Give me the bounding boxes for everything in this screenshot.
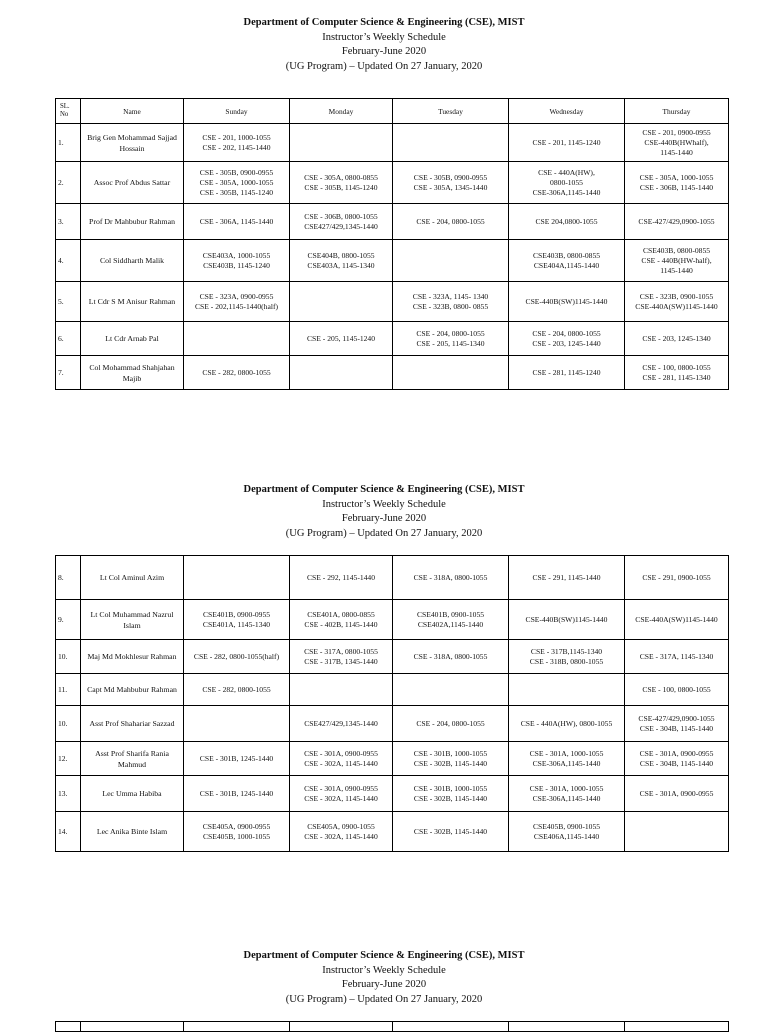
class-slot: CSE402A,1145-1440 (417, 619, 484, 629)
table-row (56, 204, 729, 240)
class-slot: CSE - 306A, 1145-1440 (199, 216, 274, 226)
instructor-name-cell: Capt Md Mahbubur Rahman (81, 674, 184, 706)
schedule-cell-sunday (184, 282, 290, 322)
schedule-term: February-June 2020 (341, 513, 427, 524)
class-slot: CSE427/429,1345-1440 (304, 221, 378, 231)
schedule-cell-tuesday (393, 674, 509, 706)
schedule-cell-tuesday (393, 812, 509, 852)
schedule-subtitle: Instructor’s Weekly Schedule (322, 31, 446, 43)
schedule-cell-tuesday (393, 356, 509, 390)
table-row (56, 812, 729, 852)
schedule-cell-wednesday (509, 282, 625, 322)
table-row (56, 282, 729, 322)
class-slot: CSE - 282, 0800-1055 (202, 684, 271, 694)
class-slot: CSE405A, 0900-0955 (202, 821, 271, 831)
schedule-cell-thursday (625, 204, 729, 240)
class-slot: CSE - 317B, 1345-1440 (304, 656, 378, 666)
schedule-cell-sunday (184, 124, 290, 162)
serial-number-cell: 1. (56, 124, 81, 162)
class-slot: CSE-440B(SW)1145-1440 (525, 296, 608, 306)
instructor-name-cell: Col Siddharth Malik (81, 240, 184, 282)
class-slot: CSE - 301B, 1245-1440 (199, 788, 274, 798)
class-slot: CSE403A, 1000-1055 (202, 250, 271, 260)
schedule-cell-monday (290, 162, 393, 204)
schedule-cell-tuesday (393, 162, 509, 204)
class-slot: CSE - 282, 0800-1055(half) (193, 651, 280, 661)
table-row (56, 706, 729, 742)
schedule-cell-wednesday (509, 556, 625, 600)
table-row (56, 600, 729, 640)
instructor-name-cell: Prof Dr Mahbubur Rahman (81, 204, 184, 240)
schedule-cell-wednesday (509, 204, 625, 240)
class-slot: CSE - 323A, 0900-0955 (199, 291, 274, 301)
class-slot: CSE - 301A, 0900-0955 (639, 748, 714, 758)
class-slot: CSE-306A,1145-1440 (532, 187, 601, 197)
schedule-cell-monday (290, 322, 393, 356)
schedule-subtitle: Instructor’s Weekly Schedule (322, 964, 446, 976)
schedule-cell-wednesday (509, 742, 625, 776)
schedule-table-1 (55, 98, 729, 390)
class-slot: CSE - 301A, 0900-0955 (639, 788, 714, 798)
schedule-cell-wednesday (509, 240, 625, 282)
table-row (56, 640, 729, 674)
class-slot: CSE404A,1145-1440 (533, 260, 600, 270)
class-slot: CSE-440B(HWhalf), (644, 137, 709, 147)
table-row (56, 742, 729, 776)
serial-number-cell: 5. (56, 282, 81, 322)
class-slot: CSE - 301A, 0900-0955 (304, 748, 378, 758)
class-slot: CSE403B, 0800-0855 (642, 245, 711, 255)
instructor-name-cell: Asst Prof Sharifa Rania Mahmud (81, 742, 184, 776)
class-slot: CSE - 202,1145-1440(half) (194, 301, 279, 311)
class-slot: CSE - 204, 0800-1055 (532, 328, 601, 338)
serial-number-cell: 4. (56, 240, 81, 282)
class-slot: CSE403A, 1145-1340 (307, 260, 375, 270)
serial-number-cell: 11. (56, 674, 81, 706)
class-slot: CSE - 204, 0800-1055 (416, 718, 485, 728)
class-slot: CSE401B, 0900-0955 (202, 609, 271, 619)
class-slot: 1145-1440 (660, 147, 693, 157)
class-slot: CSE - 100, 0800-1055 (642, 684, 711, 694)
schedule-cell-sunday (184, 356, 290, 390)
schedule-cell-thursday (625, 640, 729, 674)
class-slot: CSE - 302A, 1145-1440 (304, 793, 378, 803)
class-slot: CSE - 305A, 0800-0855 (304, 172, 378, 182)
table-row (56, 162, 729, 204)
schedule-cell-thursday (625, 742, 729, 776)
instructor-name-cell: Lt Cdr Arnab Pal (81, 322, 184, 356)
schedule-cell-monday (290, 776, 393, 812)
class-slot: CSE - 301B, 1000-1055 (413, 748, 488, 758)
table-row (56, 240, 729, 282)
schedule-program: (UG Program) – Updated On 27 January, 2020 (285, 993, 483, 1005)
schedule-cell-sunday (184, 600, 290, 640)
class-slot: CSE - 281, 1145-1240 (532, 367, 601, 377)
class-slot: CSE - 318A, 0800-1055 (413, 651, 488, 661)
class-slot: CSE - 304B, 1145-1440 (639, 723, 714, 733)
class-slot: CSE - 302A, 1145-1440 (304, 758, 378, 768)
class-slot: CSE - 323B, 0800- 0855 (412, 301, 489, 311)
class-slot: CSE - 201, 1000-1055 (202, 132, 271, 142)
column-header-sl: SL. No (56, 99, 81, 124)
class-slot: CSE - 201, 1145-1240 (532, 137, 601, 147)
class-slot: CSE - 291, 1145-1440 (532, 572, 601, 582)
class-slot: CSE - 202, 1145-1440 (202, 142, 271, 152)
schedule-cell-monday (290, 282, 393, 322)
class-slot: CSE401A, 0800-0855 (307, 609, 375, 619)
schedule-cell-thursday (625, 600, 729, 640)
schedule-cell-wednesday (509, 356, 625, 390)
column-header-sunday: Sunday (184, 99, 290, 124)
department-title: Department of Computer Science & Engineering (CSE), MIST (243, 950, 525, 961)
class-slot: CSE403B, 1145-1240 (203, 260, 270, 270)
class-slot: CSE 204,0800-1055 (535, 216, 598, 226)
class-slot: CSE - 204, 0800-1055 (416, 328, 485, 338)
schedule-cell-tuesday (393, 640, 509, 674)
class-slot: CSE - 302B, 1145-1440 (413, 793, 488, 803)
instructor-name-cell: Lec Umma Habiba (81, 776, 184, 812)
class-slot: CSE405B, 0900-1055 (532, 821, 601, 831)
schedule-term: February-June 2020 (341, 979, 427, 990)
class-slot: CSE-440B(SW)1145-1440 (525, 614, 608, 624)
schedule-cell-wednesday (509, 706, 625, 742)
schedule-cell-monday (290, 674, 393, 706)
schedule-cell-tuesday (393, 124, 509, 162)
instructor-name-cell: Lt Cdr S M Anisur Rahman (81, 282, 184, 322)
schedule-header-1 (0, 16, 768, 74)
class-slot: CSE - 323A, 1145- 1340 (412, 291, 489, 301)
class-slot: CSE - 302B, 1145-1440 (413, 826, 488, 836)
schedule-cell-tuesday (393, 240, 509, 282)
instructor-name-cell: Maj Md Mokhlesur Rahman (81, 640, 184, 674)
schedule-cell-thursday (625, 162, 729, 204)
class-slot: CSE - 204, 0800-1055 (416, 216, 485, 226)
schedule-cell-monday (290, 640, 393, 674)
schedule-cell-monday (290, 124, 393, 162)
serial-number-cell: 6. (56, 322, 81, 356)
schedule-cell-thursday (625, 706, 729, 742)
schedule-cell-wednesday (509, 124, 625, 162)
class-slot: CSE - 305B, 0900-0955 (199, 167, 274, 177)
class-slot: CSE406A,1145-1440 (533, 831, 600, 841)
table-row (56, 322, 729, 356)
schedule-cell-monday (290, 706, 393, 742)
schedule-cell-thursday (625, 776, 729, 812)
schedule-cell-sunday (184, 706, 290, 742)
class-slot: CSE405B, 1000-1055 (202, 831, 271, 841)
class-slot: CSE - 305A, 1000-1055 (199, 177, 274, 187)
class-slot: CSE - 317B,1145-1340 (530, 646, 603, 656)
serial-number-cell: 3. (56, 204, 81, 240)
class-slot: CSE - 205, 1145-1240 (306, 333, 376, 343)
instructor-name-cell: Asst Prof Shahariar Sazzad (81, 706, 184, 742)
instructor-name-cell: Lt Col Muhammad Nazrul Islam (81, 600, 184, 640)
schedule-cell-sunday (184, 240, 290, 282)
serial-number-cell: 12. (56, 742, 81, 776)
schedule-cell-thursday (625, 240, 729, 282)
class-slot: CSE - 440A(HW), (538, 167, 595, 177)
class-slot: CSE401A, 1145-1340 (202, 619, 271, 629)
class-slot: CSE - 292, 1145-1440 (306, 572, 376, 582)
class-slot: CSE - 306B, 1145-1440 (639, 182, 714, 192)
class-slot: CSE - 281, 1145-1340 (642, 372, 711, 382)
class-slot: CSE - 302B, 1145-1440 (413, 758, 488, 768)
class-slot: CSE405A, 0900-1055 (307, 821, 375, 831)
table-row (56, 776, 729, 812)
schedule-cell-sunday (184, 556, 290, 600)
table-row-partial (56, 1022, 729, 1032)
class-slot: CSE - 305A, 1000-1055 (639, 172, 714, 182)
schedule-cell-thursday (625, 124, 729, 162)
instructor-name-cell: Lt Col Aminul Azim (81, 556, 184, 600)
column-header-monday: Monday (290, 99, 393, 124)
schedule-header-2 (0, 483, 768, 541)
serial-number-cell: 10. (56, 640, 81, 674)
serial-number-cell: 7. (56, 356, 81, 390)
schedule-cell-monday (290, 356, 393, 390)
instructor-name-cell: Col Mohammad Shahjahan Majib (81, 356, 184, 390)
schedule-cell-thursday (625, 356, 729, 390)
table-row (56, 356, 729, 390)
table-row (56, 556, 729, 600)
schedule-cell-sunday (184, 162, 290, 204)
class-slot: CSE-440A(SW)1145-1440 (635, 301, 718, 311)
schedule-cell-sunday (184, 204, 290, 240)
class-slot: CSE-440A(SW)1145-1440 (635, 614, 718, 624)
schedule-table-2 (55, 555, 729, 852)
class-slot: CSE - 318B, 0800-1055 (529, 656, 604, 666)
class-slot: CSE - 100, 0800-1055 (642, 362, 711, 372)
schedule-cell-monday (290, 240, 393, 282)
column-header-thursday: Thursday (625, 99, 729, 124)
schedule-cell-sunday (184, 776, 290, 812)
serial-number-cell: 8. (56, 556, 81, 600)
class-slot: CSE - 440A(HW), 0800-1055 (520, 718, 613, 728)
schedule-cell-wednesday (509, 812, 625, 852)
instructor-name-cell: Assoc Prof Abdus Sattar (81, 162, 184, 204)
schedule-cell-thursday (625, 556, 729, 600)
class-slot: CSE - 301A, 1000-1055 (529, 748, 604, 758)
class-slot: CSE - 305B, 1145-1240 (304, 182, 378, 192)
schedule-term: February-June 2020 (341, 46, 427, 57)
schedule-cell-monday (290, 204, 393, 240)
schedule-cell-wednesday (509, 322, 625, 356)
serial-number-cell: 13. (56, 776, 81, 812)
schedule-cell-thursday (625, 812, 729, 852)
schedule-cell-sunday (184, 742, 290, 776)
schedule-subtitle: Instructor’s Weekly Schedule (322, 498, 446, 510)
schedule-header-3 (0, 949, 768, 1007)
schedule-cell-sunday (184, 812, 290, 852)
class-slot: CSE427/429,1345-1440 (304, 718, 378, 728)
class-slot: CSE - 317A, 1145-1340 (639, 651, 714, 661)
class-slot: CSE - 305B, 1145-1240 (199, 187, 274, 197)
schedule-program: (UG Program) – Updated On 27 January, 2020 (285, 527, 483, 539)
serial-number-cell: 2. (56, 162, 81, 204)
schedule-cell-tuesday (393, 600, 509, 640)
table-row (56, 674, 729, 706)
instructor-name-cell: Brig Gen Mohammad Sajjad Hossain (81, 124, 184, 162)
schedule-cell-monday (290, 556, 393, 600)
class-slot: CSE - 318A, 0800-1055 (413, 572, 488, 582)
schedule-cell-tuesday (393, 742, 509, 776)
schedule-cell-tuesday (393, 322, 509, 356)
class-slot: CSE - 291, 0900-1055 (642, 572, 711, 582)
schedule-cell-wednesday (509, 776, 625, 812)
schedule-cell-monday (290, 812, 393, 852)
schedule-cell-wednesday (509, 162, 625, 204)
class-slot: CSE - 440B(HW-half), (641, 255, 712, 265)
schedule-cell-thursday (625, 322, 729, 356)
class-slot: CSE - 323B, 0900-1055 (639, 291, 714, 301)
schedule-cell-tuesday (393, 204, 509, 240)
class-slot: CSE404B, 0800-1055 (307, 250, 375, 260)
table-row (56, 124, 729, 162)
class-slot: CSE - 203, 1245-1340 (642, 333, 711, 343)
class-slot: CSE - 402B, 1145-1440 (304, 619, 378, 629)
schedule-cell-wednesday (509, 674, 625, 706)
class-slot: CSE - 301B, 1245-1440 (199, 753, 274, 763)
serial-number-cell: 14. (56, 812, 81, 852)
schedule-cell-thursday (625, 282, 729, 322)
class-slot: CSE401B, 0900-1055 (416, 609, 485, 619)
column-header-name: Name (81, 99, 184, 124)
class-slot: CSE - 301B, 1000-1055 (413, 783, 488, 793)
schedule-cell-wednesday (509, 600, 625, 640)
class-slot: CSE - 306B, 0800-1055 (304, 211, 378, 221)
class-slot: CSE - 282, 0800-1055 (202, 367, 271, 377)
table-header-row (56, 99, 729, 124)
class-slot: CSE-306A,1145-1440 (532, 793, 601, 803)
class-slot: 1145-1440 (660, 265, 693, 275)
class-slot: CSE - 205, 1145-1340 (416, 338, 485, 348)
class-slot: CSE403B, 0800-0855 (532, 250, 601, 260)
class-slot: CSE - 305A, 1345-1440 (413, 182, 488, 192)
schedule-cell-sunday (184, 640, 290, 674)
class-slot: CSE-427/429,0900-1055 (638, 713, 715, 723)
schedule-cell-tuesday (393, 282, 509, 322)
class-slot: CSE-306A,1145-1440 (532, 758, 601, 768)
serial-number-cell: 9. (56, 600, 81, 640)
schedule-cell-tuesday (393, 706, 509, 742)
department-title: Department of Computer Science & Engineering (CSE), MIST (243, 484, 525, 495)
column-header-tuesday: Tuesday (393, 99, 509, 124)
class-slot: CSE - 317A, 0800-1055 (304, 646, 378, 656)
class-slot: CSE - 301A, 1000-1055 (529, 783, 604, 793)
serial-number-cell: 10. (56, 706, 81, 742)
department-title: Department of Computer Science & Engineering (CSE), MIST (243, 17, 525, 28)
class-slot: CSE - 302A, 1145-1440 (304, 831, 378, 841)
class-slot: CSE - 201, 0900-0955 (642, 127, 711, 137)
schedule-cell-sunday (184, 674, 290, 706)
schedule-cell-tuesday (393, 556, 509, 600)
column-header-wednesday: Wednesday (509, 99, 625, 124)
schedule-cell-monday (290, 600, 393, 640)
class-slot: CSE - 304B, 1145-1440 (639, 758, 714, 768)
class-slot: CSE - 203, 1245-1440 (532, 338, 601, 348)
schedule-table-3 (55, 1021, 729, 1032)
schedule-cell-sunday (184, 322, 290, 356)
schedule-cell-thursday (625, 674, 729, 706)
schedule-program: (UG Program) – Updated On 27 January, 2020 (285, 60, 483, 72)
schedule-cell-monday (290, 742, 393, 776)
schedule-cell-wednesday (509, 640, 625, 674)
class-slot: CSE-427/429,0900-1055 (638, 216, 715, 226)
schedule-cell-tuesday (393, 776, 509, 812)
class-slot: CSE - 301A, 0900-0955 (304, 783, 378, 793)
instructor-name-cell: Lec Anika Binte Islam (81, 812, 184, 852)
class-slot: 0800-1055 (550, 177, 583, 187)
class-slot: CSE - 305B, 0900-0955 (413, 172, 488, 182)
